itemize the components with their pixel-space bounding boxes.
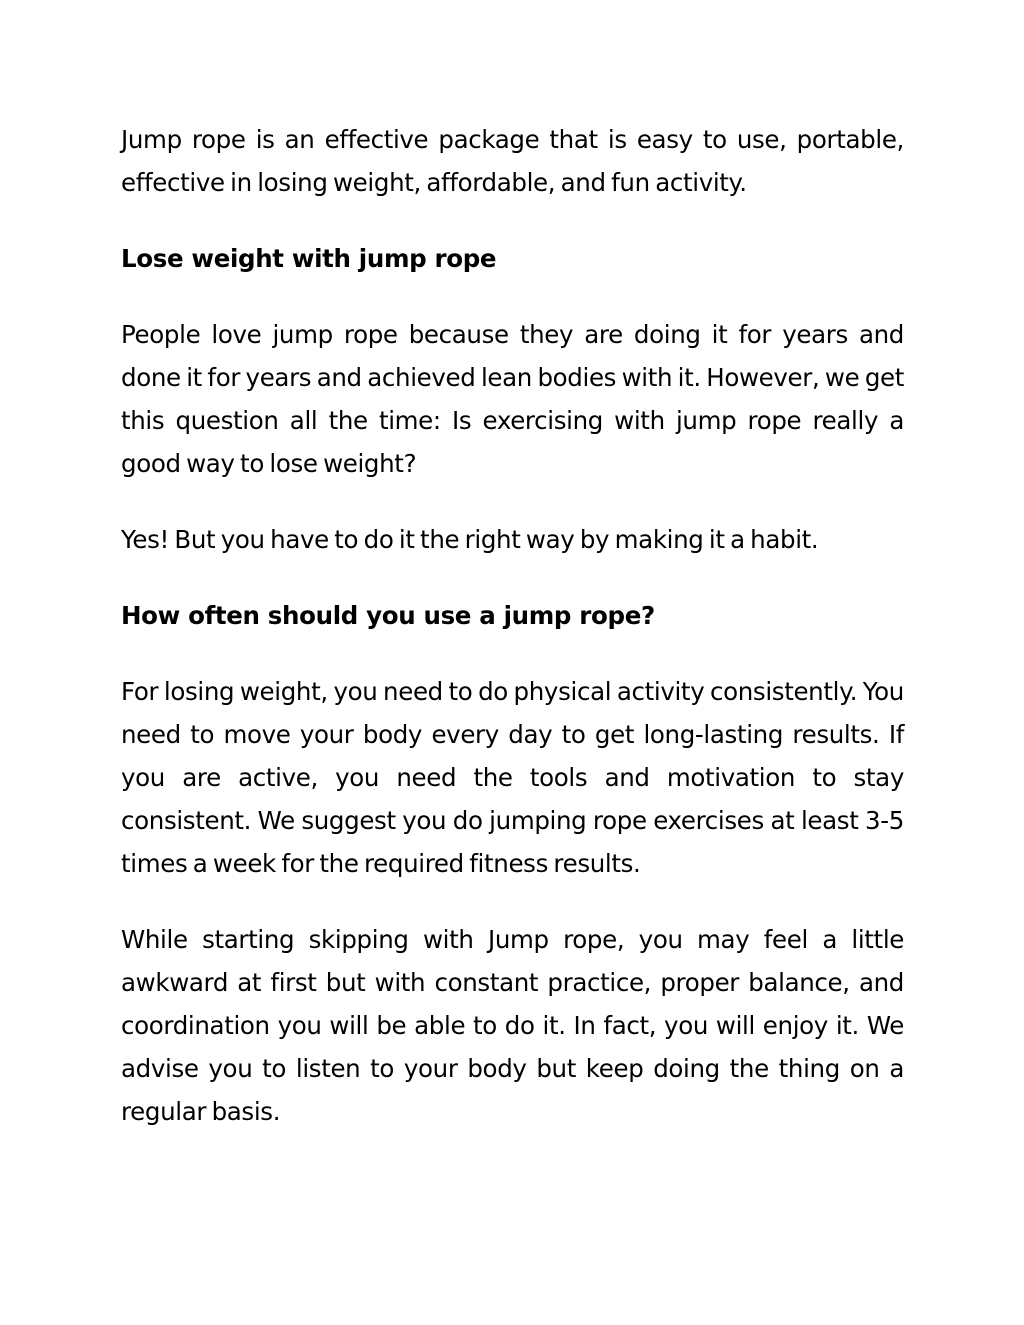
paragraph-yes: Yes! But you have to do it the right way by making it a habit. (121, 525, 819, 554)
intro-paragraph: Jump rope is an effective package that is easy to use, portable, effective in losing weight, affordable, and fun activity. (121, 125, 904, 197)
paragraph-while-starting: While starting skipping with Jump rope, you may feel a little awkward at first but with constant practice, proper balance, and coordination you will be able to do it. In fact, you will enjoy it. We advise you to listen to your body but keep doing the thing on a regular basis. (121, 925, 904, 1126)
section-heading-lose-weight: Lose weight with jump rope (121, 244, 497, 273)
spacer (121, 204, 904, 237)
spacer (121, 485, 904, 518)
section-heading-how-often: How often should you use a jump rope? (121, 601, 655, 630)
spacer (121, 561, 904, 594)
paragraph-people-love: People love jump rope because they are doing it for years and done it for years and achieved lean bodies with it. However, we get this question all the time: Is exercising with jump rope really a good way to lose weight? (121, 320, 904, 478)
spacer (121, 280, 904, 313)
document-page (121, 118, 904, 1133)
paragraph-for-losing-weight: For losing weight, you need to do physical activity consistently. You need to move your body every day to get long-lasting results. If you are active, you need the tools and motivation to stay consistent. We suggest you do jumping rope exercises at least 3-5 times a week for the required fitness results. (121, 677, 904, 878)
spacer (121, 637, 904, 670)
spacer (121, 885, 904, 918)
